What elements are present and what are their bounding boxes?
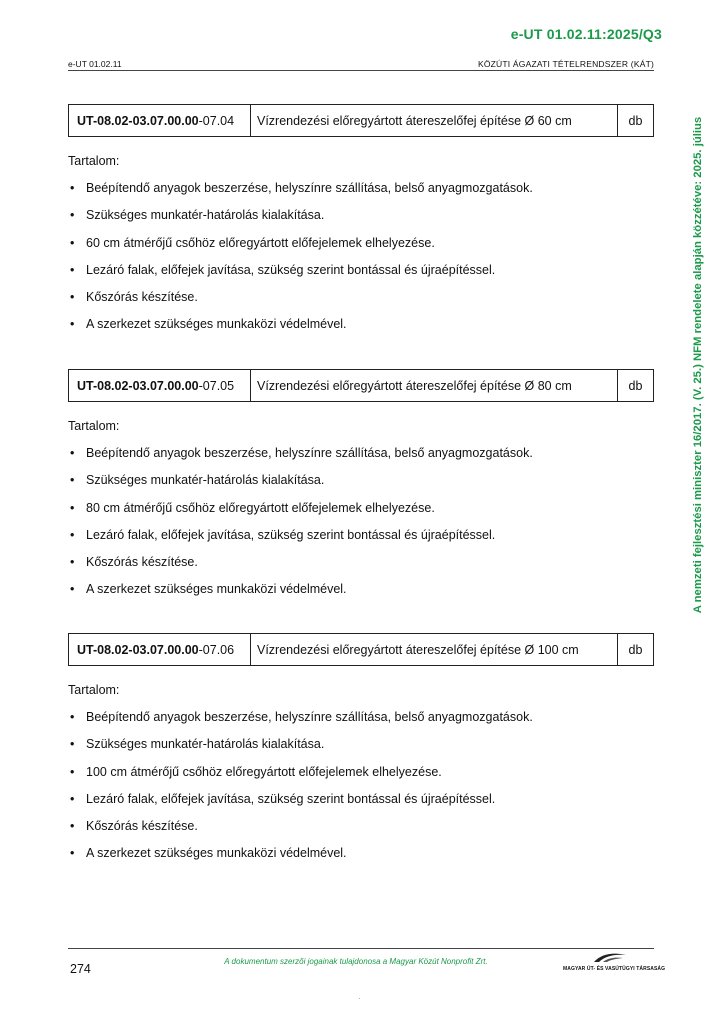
item-code: UT-08.02-03.07.00.00 — [77, 113, 199, 128]
side-note-text: A nemzeti fejlesztési miniszter 16/2017. (V. 25.) NFM rendelete alapján közzétéve: 2025. július — [692, 116, 704, 614]
item-header-table — [68, 104, 654, 137]
list-item: • A szerkezet szükséges munkaközi védelmével. — [68, 582, 654, 609]
content-label: Tartalom: — [68, 419, 120, 433]
item-code-cell — [69, 634, 251, 665]
bullet-list — [68, 710, 654, 874]
item-block — [68, 104, 654, 345]
item-header-table — [68, 369, 654, 402]
list-item: • Beépítendő anyagok beszerzése, helyszínre szállítása, belső anyagmozgatások. — [68, 710, 654, 737]
list-item: • A szerkezet szükséges munkaközi védelmével. — [68, 317, 654, 344]
item-description: Vízrendezési előregyártott átereszelőfej építése Ø 60 cm — [251, 105, 618, 136]
item-description: Vízrendezési előregyártott átereszelőfej építése Ø 80 cm — [251, 370, 618, 401]
list-item: • Lezáró falak, előfejek javítása, szükség szerint bontással és újraépítéssel. — [68, 528, 654, 555]
item-code-suffix: -07.05 — [198, 378, 235, 393]
item-code-suffix: -07.04 — [198, 113, 235, 128]
header-left: e-UT 01.02.11 — [68, 59, 122, 69]
item-code-cell — [69, 105, 251, 136]
list-item: • Beépítendő anyagok beszerzése, helyszínre szállítása, belső anyagmozgatások. — [68, 181, 654, 208]
list-item: • Lezáró falak, előfejek javítása, szükség szerint bontással és újraépítéssel. — [68, 263, 654, 290]
list-item: • Szükséges munkatér-határolás kialakítása. — [68, 208, 654, 235]
item-header-table — [68, 633, 654, 666]
list-item: • Kőszórás készítése. — [68, 555, 654, 582]
content-label: Tartalom: — [68, 683, 120, 697]
list-item: • Szükséges munkatér-határolás kialakítása. — [68, 473, 654, 500]
list-item: • Lezáró falak, előfejek javítása, szükség szerint bontással és újraépítéssel. — [68, 792, 654, 819]
logo-text: MAGYAR ÚT- ÉS VASÚTÜGYI TÁRSASÁG — [563, 966, 666, 972]
page-number: 274 — [70, 962, 91, 976]
content-label: Tartalom: — [68, 154, 120, 168]
list-item: • Szükséges munkatér-határolás kialakítása. — [68, 737, 654, 764]
doc-code: e-UT 01.02.11:2025/Q3 — [510, 26, 662, 42]
list-item: • Beépítendő anyagok beszerzése, helyszínre szállítása, belső anyagmozgatások. — [68, 446, 654, 473]
list-item: • Kőszórás készítése. — [68, 290, 654, 317]
scan-dot: · — [358, 994, 361, 1003]
header-right: KÖZÚTI ÁGAZATI TÉTELRENDSZER (KÁT) — [477, 59, 654, 69]
item-description: Vízrendezési előregyártott átereszelőfej építése Ø 100 cm — [251, 634, 618, 665]
item-code: UT-08.02-03.07.00.00 — [77, 378, 199, 393]
item-code-cell — [69, 370, 251, 401]
item-unit: db — [628, 113, 643, 128]
item-block — [68, 633, 654, 874]
item-unit: db — [628, 642, 643, 657]
item-unit: db — [628, 378, 643, 393]
list-item: • 60 cm átmérőjű csőhöz előregyártott előfejelemek elhelyezése. — [68, 236, 654, 263]
list-item: • A szerkezet szükséges munkaközi védelmével. — [68, 846, 654, 873]
list-item: • 100 cm átmérőjű csőhöz előregyártott előfejelemek elhelyezése. — [68, 765, 654, 792]
copyright-notice: A dokumentum szerzői jogainak tulajdonosa a Magyar Közút Nonprofit Zrt. — [224, 957, 488, 966]
running-header — [68, 59, 654, 71]
bullet-list — [68, 446, 654, 610]
item-code-suffix: -07.06 — [198, 642, 235, 657]
footer-divider — [68, 948, 654, 949]
item-block — [68, 369, 654, 610]
item-code: UT-08.02-03.07.00.00 — [77, 642, 199, 657]
side-note — [688, 97, 708, 633]
list-item: • Kőszórás készítése. — [68, 819, 654, 846]
publisher-logo — [563, 952, 666, 972]
list-item: • 80 cm átmérőjű csőhöz előregyártott előfejelemek elhelyezése. — [68, 501, 654, 528]
bullet-list — [68, 181, 654, 345]
logo-swoosh-icon — [593, 952, 627, 963]
